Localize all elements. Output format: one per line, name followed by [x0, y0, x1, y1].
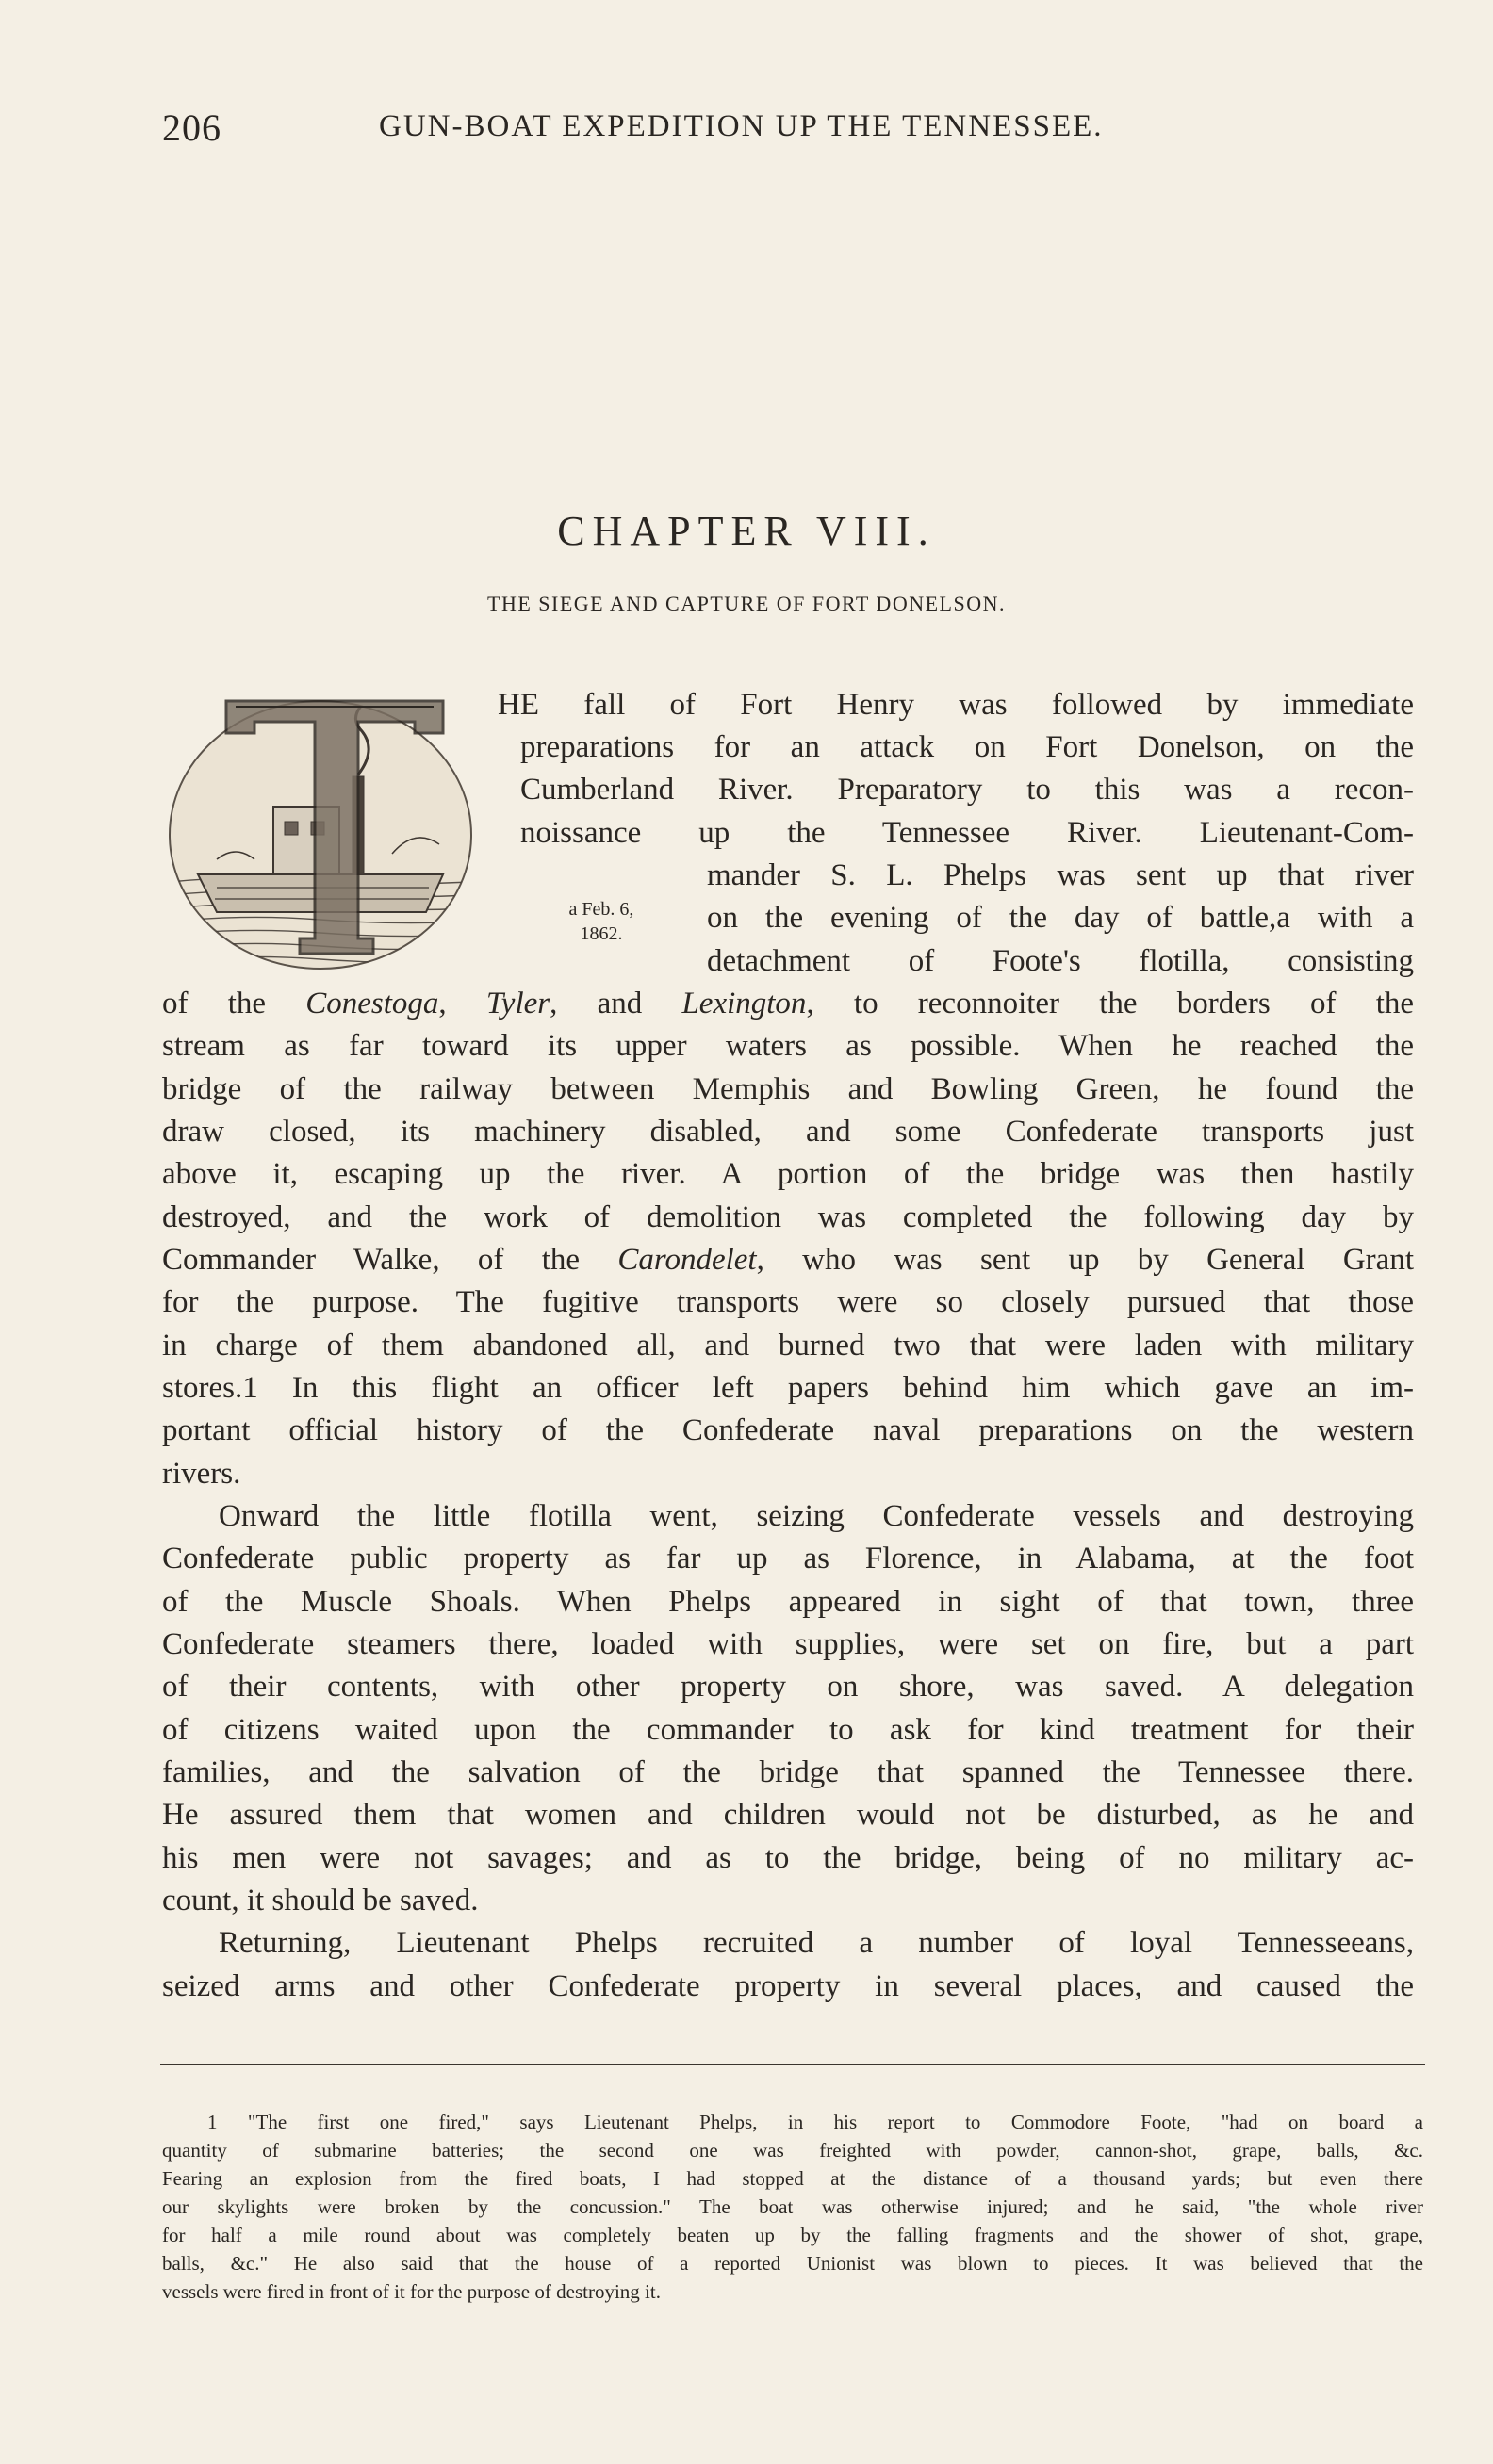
- text-line: [162, 1239, 1414, 1281]
- text-line: of the Muscle Shoals. When Phelps appeared in sight of that town, three: [162, 1585, 1414, 1619]
- text-run: ,: [438, 987, 486, 1020]
- drop-cap-illustration: [160, 665, 481, 986]
- text-line: rivers.: [162, 1457, 241, 1491]
- running-head: [162, 106, 1425, 162]
- margin-note-year: 1862.: [580, 923, 623, 944]
- text-line: Returning, Lieutenant Phelps recruited a number of loyal Tennesseeans,: [219, 1926, 1414, 1960]
- chapter-subtitle: THE SIEGE AND CAPTURE OF FORT DONELSON.: [487, 592, 1006, 615]
- text-line: noissance up the Tennessee River. Lieutenant-Com-: [520, 816, 1414, 850]
- vessel-name: Lexington: [681, 987, 807, 1020]
- text-line: bridge of the railway between Memphis and Bowling Green, he found the: [162, 1072, 1414, 1106]
- text-line: for the purpose. The fugitive transports were so closely pursued that those: [162, 1285, 1414, 1319]
- text-run: Commander Walke, of the: [162, 1243, 618, 1277]
- text-line: families, and the salvation of the bridge that spanned the Tennessee there.: [162, 1755, 1414, 1789]
- text-line: destroyed, and the work of demolition was completed the following day by: [162, 1200, 1414, 1234]
- text-line: [162, 983, 1414, 1024]
- text-line: HE fall of Fort Henry was followed by immediate: [498, 688, 1414, 722]
- footnote-line: for half a mile round about was completely beaten up by the falling fragments and the shower of shot, grape,: [162, 2224, 1423, 2246]
- text-line: of their contents, with other property on shore, was saved. A delegation: [162, 1670, 1414, 1704]
- text-line: mander S. L. Phelps was sent up that river: [707, 858, 1414, 892]
- vessel-name: Carondelet: [617, 1243, 757, 1277]
- text-line: detachment of Foote's flotilla, consisting: [707, 944, 1414, 978]
- text-line: portant official history of the Confederate naval preparations on the western: [162, 1413, 1414, 1447]
- page-number: 206: [162, 106, 221, 149]
- text-line: Cumberland River. Preparatory to this was a recon-: [520, 773, 1414, 807]
- running-title: GUN-BOAT EXPEDITION UP THE TENNESSEE.: [379, 109, 1104, 143]
- text-line: above it, escaping up the river. A portion of the bridge was then hastily: [162, 1157, 1414, 1191]
- text-line: Confederate public property as far up as Florence, in Alabama, at the foot: [162, 1542, 1414, 1575]
- text-run: , who was sent up by General Grant: [756, 1243, 1414, 1277]
- text-run: , to reconnoiter the borders of the: [806, 987, 1415, 1020]
- text-line: on the evening of the day of battle,a with a: [707, 901, 1414, 935]
- margin-note-date: a Feb. 6,: [568, 899, 634, 920]
- vessel-name: Conestoga: [305, 987, 439, 1020]
- text-line: preparations for an attack on Fort Donelson, on the: [520, 730, 1414, 764]
- text-line: stores.1 In this flight an officer left papers behind him which gave an im-: [162, 1371, 1414, 1405]
- text-line: seized arms and other Confederate property in several places, and caused the: [162, 1969, 1414, 2003]
- text-line: in charge of them abandoned all, and burned two that were laden with military: [162, 1329, 1414, 1363]
- chapter-title: CHAPTER VIII.: [557, 508, 936, 554]
- text-line: He assured them that women and children would not be disturbed, as he and: [162, 1798, 1414, 1832]
- footnote-line: quantity of submarine batteries; the second one was freighted with powder, cannon-shot, grape, balls, &c.: [162, 2139, 1423, 2162]
- footnote-line: our skylights were broken by the concussion." The boat was otherwise injured; and he said, "the whole river: [162, 2195, 1423, 2218]
- text-run: of the: [162, 987, 306, 1020]
- footnote-divider: [160, 2064, 1425, 2065]
- margin-note: [535, 897, 667, 946]
- text-line: stream as far toward its upper waters as possible. When he reached the: [162, 1029, 1414, 1063]
- footnote-line: balls, &c." He also said that the house of a reported Unionist was blown to pieces. It was believed that the: [162, 2252, 1423, 2275]
- footnote-line: 1 "The first one fired," says Lieutenant Phelps, in his report to Commodore Foote, "had on board a: [207, 2111, 1423, 2133]
- footnote-line: vessels were fired in front of it for the purpose of destroying it.: [162, 2280, 661, 2303]
- text-line: Confederate steamers there, loaded with supplies, were set on fire, but a part: [162, 1627, 1414, 1661]
- text-line: his men were not savages; and as to the bridge, being of no military ac-: [162, 1841, 1414, 1875]
- text-line: Onward the little flotilla went, seizing Confederate vessels and destroying: [219, 1499, 1414, 1533]
- footnote-line: Fearing an explosion from the fired boats, I had stopped at the distance of a thousand yards; but even there: [162, 2167, 1423, 2190]
- text-line: count, it should be saved.: [162, 1884, 479, 1917]
- text-run: , and: [550, 987, 682, 1020]
- vessel-name: Tyler: [485, 987, 550, 1020]
- text-line: of citizens waited upon the commander to ask for kind treatment for their: [162, 1713, 1414, 1747]
- text-line: draw closed, its machinery disabled, and some Confederate transports just: [162, 1115, 1414, 1149]
